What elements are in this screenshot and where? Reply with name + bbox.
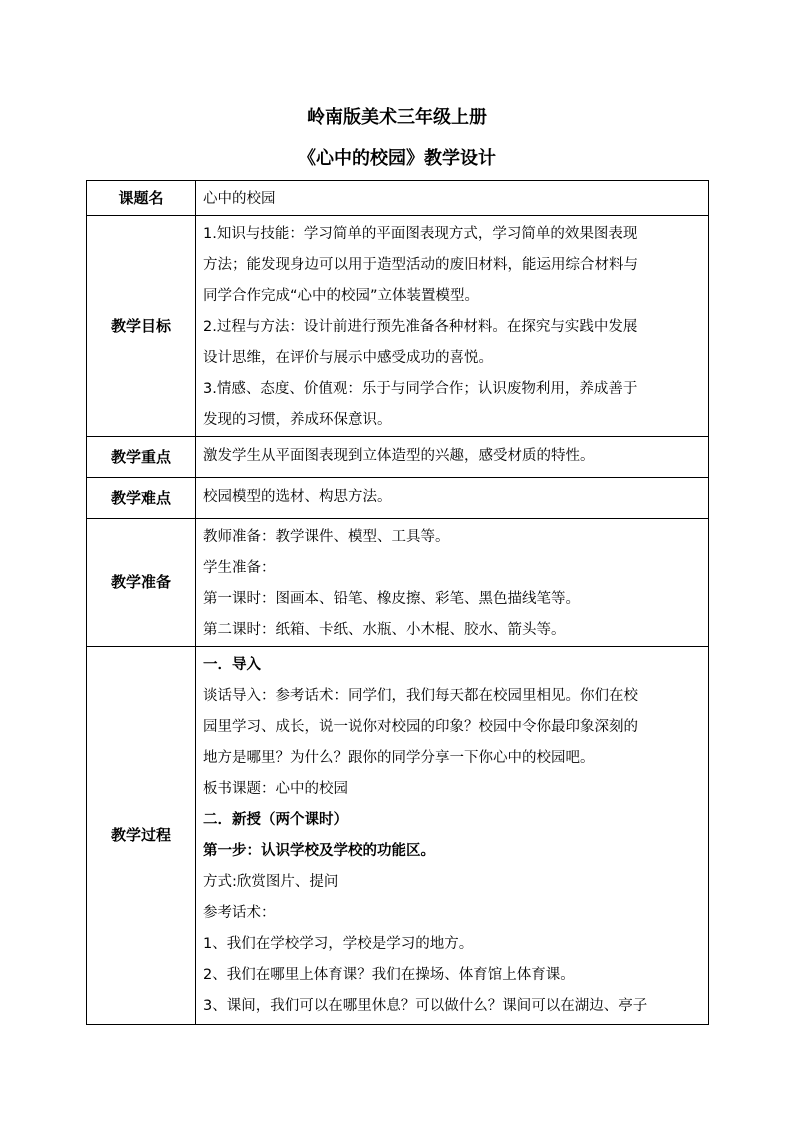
- preparation-line: 第二课时：纸箱、卡纸、水瓶、小木棍、胶水、箭头等。: [203, 622, 566, 638]
- preparation-content: [196, 519, 709, 647]
- objectives-line: 2.过程与方法：设计前进行预先准备各种材料。在探究与实践中发展: [203, 319, 638, 335]
- process-line: 地方是哪里？为什么？跟你的同学分享一下你心中的校园吧。: [203, 750, 595, 766]
- process-line: 二．新授（两个课时）: [203, 812, 348, 828]
- lesson-plan-table: [86, 180, 709, 1025]
- preparation-label: 教学准备: [87, 519, 196, 647]
- row-key-points: [87, 437, 709, 478]
- process-line: 谈话导入：参考话术：同学们，我们每天都在校园里相见。你们在校: [203, 688, 638, 704]
- topic-text: 心中的校园: [203, 191, 276, 207]
- objectives-line: 1.知识与技能：学习简单的平面图表现方式，学习简单的效果图表现: [203, 226, 638, 242]
- process-line: 第一步：认识学校及学校的功能区。: [203, 843, 435, 859]
- key-points-text: 激发学生从平面图表现到立体造型的兴趣，感受材质的特性。: [203, 448, 595, 464]
- document-subtitle: 《心中的校园》教学设计: [298, 148, 496, 169]
- preparation-line: 学生准备：: [203, 560, 276, 576]
- objectives-content: [196, 216, 709, 437]
- row-objectives: [87, 216, 709, 437]
- key-points-content: [196, 437, 709, 478]
- topic-value: [196, 181, 709, 216]
- difficulties-content: [196, 478, 709, 519]
- preparation-line: 教师准备：教学课件、模型、工具等。: [203, 529, 450, 545]
- objectives-line: 设计思维，在评价与展示中感受成功的喜悦。: [203, 350, 493, 366]
- process-line: 参考话术：: [203, 905, 276, 921]
- process-line: 方式:欣赏图片、提问: [203, 874, 339, 890]
- objectives-label: 教学目标: [87, 216, 196, 437]
- objectives-line: 同学合作完成“心中的校园”立体装置模型。: [203, 288, 480, 304]
- difficulties-label: 教学难点: [87, 478, 196, 519]
- row-difficulties: [87, 478, 709, 519]
- process-line: 一．导入: [203, 657, 261, 673]
- objectives-line: 发现的习惯，养成环保意识。: [203, 412, 392, 428]
- process-line: 板书课题：心中的校园: [203, 781, 348, 797]
- preparation-line: 第一课时：图画本、铅笔、橡皮擦、彩笔、黑色描线笔等。: [203, 591, 580, 607]
- process-line: 3、课间，我们可以在哪里休息？可以做什么？课间可以在湖边、亭子: [203, 998, 648, 1014]
- key-points-label: 教学重点: [87, 437, 196, 478]
- process-label: 教学过程: [87, 647, 196, 1025]
- process-line: 2、我们在哪里上体育课？我们在操场、体育馆上体育课。: [203, 967, 575, 983]
- process-line: 1、我们在学校学习，学校是学习的地方。: [203, 936, 474, 952]
- row-topic: [87, 181, 709, 216]
- process-line: 园里学习、成长，说一说你对校园的印象？校园中令你最印象深刻的: [203, 719, 638, 735]
- document-title: 岭南版美术三年级上册: [307, 107, 487, 128]
- process-content: [196, 647, 709, 1025]
- topic-label: 课题名: [87, 181, 196, 216]
- difficulties-text: 校园模型的选材、构思方法。: [203, 489, 392, 505]
- objectives-line: 方法；能发现身边可以用于造型活动的废旧材料，能运用综合材料与: [203, 257, 638, 273]
- row-process: [87, 647, 709, 1025]
- row-preparation: [87, 519, 709, 647]
- objectives-line: 3.情感、态度、价值观：乐于与同学合作；认识废物利用，养成善于: [203, 381, 638, 397]
